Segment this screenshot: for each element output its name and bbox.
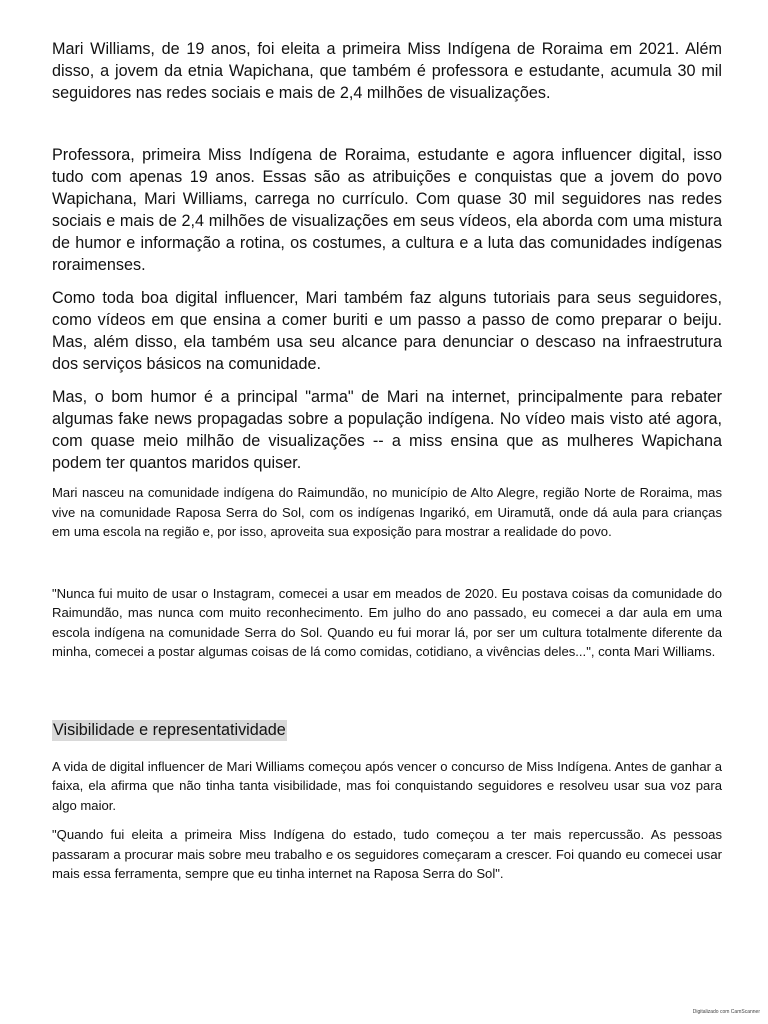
section-heading-wrapper: [52, 720, 722, 757]
body-paragraph-5: A vida de digital influencer de Mari Williams começou após vencer o concurso de Miss Indígena. Antes de ganhar a faixa, ela afirma que não tinha tanta visibilidade, mas foi conquistando seguidores e resolveu usar sua voz para algo maior.: [52, 758, 722, 813]
quote-paragraph-1: "Nunca fui muito de usar o Instagram, comecei a usar em meados de 2020. Eu postava coisas da comunidade do Raimundão, mas nunca com muito reconhecimento. Em julho do ano passado, eu comecei a dar aula em uma escola indígena na comunidade Serra do Sol. Quando eu fui morar lá, por ser um cultura totalmente diferente da minha, comecei a postar algumas coisas de lá como comidas, cotidiano, a vivências deles...", conta Mari Williams.: [52, 585, 722, 659]
body-paragraph-1: Professora, primeira Miss Indígena de Roraima, estudante e agora influencer digital, isso tudo com apenas 19 anos. Essas são as atribuições e conquistas que a jovem do povo Wapichana, Mari Williams, carrega no currículo. Com quase 30 mil seguidores nas redes sociais e mais de 2,4 milhões de visualizações em seus vídeos, ela aborda com uma mistura de humor e informação a rotina, os costumes, a cultura e a luta das comunidades indígenas roraimenses.: [52, 146, 722, 274]
body-paragraph-2: Como toda boa digital influencer, Mari também faz alguns tutoriais para seus seguidores, como vídeos em que ensina a comer buriti e um passo a passo de como preparar o beiju. Mas, além disso, ela também usa seu alcance para denunciar o descaso na infraestrutura dos serviços básicos na comunidade.: [52, 289, 722, 373]
section-heading: Visibilidade e representatividade: [53, 720, 286, 739]
quote-paragraph-2: "Quando fui eleita a primeira Miss Indígena do estado, tudo começou a ter mais repercussão. As pessoas passaram a procurar mais sobre meu trabalho e os seguidores começaram a crescer. Foi quando eu comecei usar mais essa ferramenta, sempre que eu tinha internet na Raposa Serra do Sol".: [52, 827, 722, 881]
body-paragraph-4: Mari nasceu na comunidade indígena do Raimundão, no município de Alto Alegre, região Norte de Roraima, mas vive na comunidade Raposa Serra do Sol, com os indígenas Ingarikó, em Uiramutã, onde dá aula para crianças em uma escola na região e, por isso, aproveita sua exposição para mostrar a realidade do povo.: [52, 485, 722, 539]
document-page: [52, 38, 722, 884]
body-paragraph-3: Mas, o bom humor é a principal "arma" de Mari na internet, principalmente para rebater algumas fake news propagadas sobre a população indígena. No vídeo mais visto até agora, com quase meio milhão de visualizações -- a miss ensina que as mulheres Wapichana podem ter quantos maridos quiser.: [52, 388, 722, 472]
intro-paragraph: Mari Williams, de 19 anos, foi eleita a primeira Miss Indígena de Roraima em 2021. Além disso, a jovem da etnia Wapichana, que também é professora e estudante, acumula 30 mil seguidores nas redes sociais e mais de 2,4 milhões de visualizações.: [52, 40, 722, 102]
scanner-watermark: Digitalizado com CamScanner: [692, 1009, 760, 1015]
